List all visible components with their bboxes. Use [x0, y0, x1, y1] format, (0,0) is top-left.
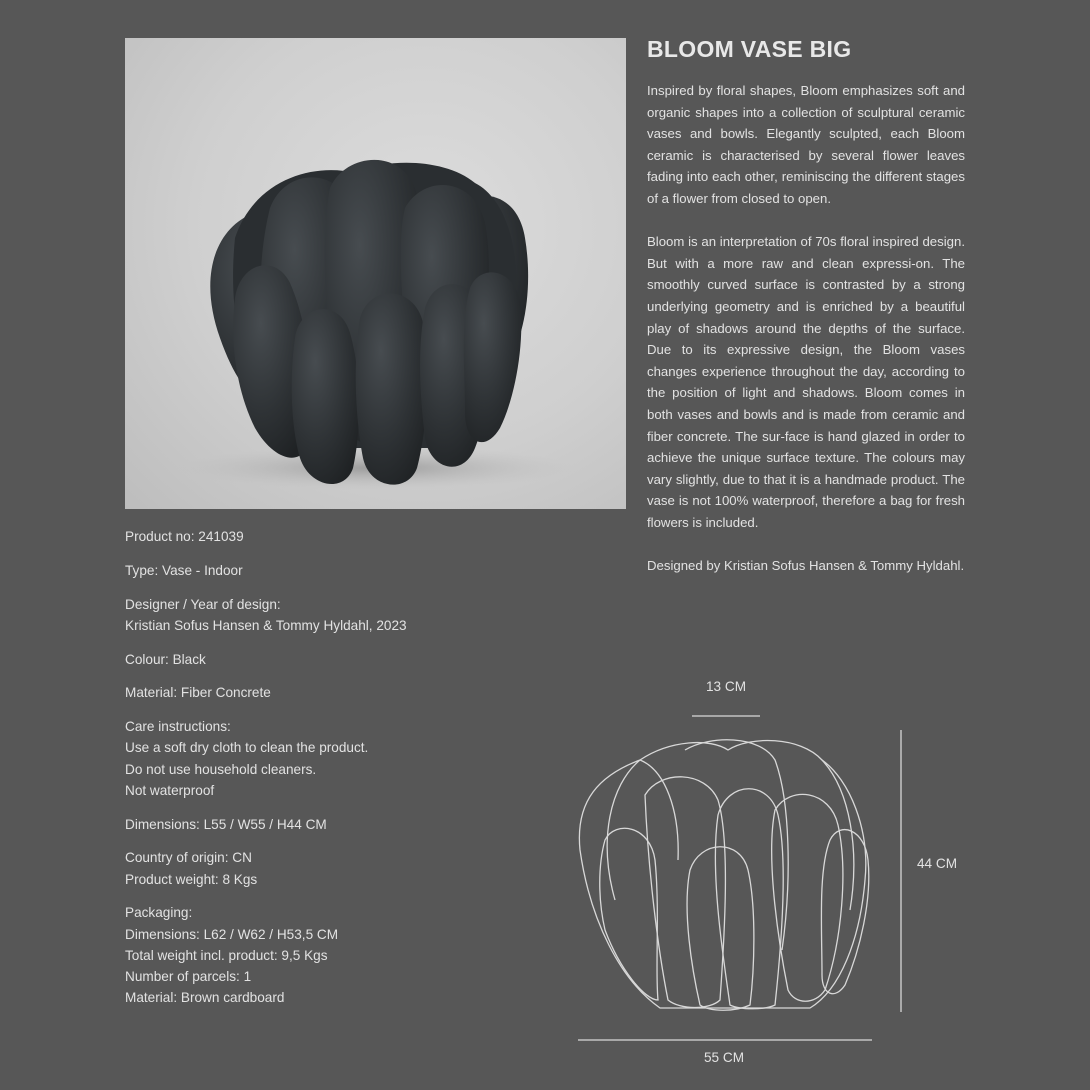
product-description	[647, 80, 965, 598]
packaging-material: Material: Brown cardboard	[125, 990, 285, 1006]
product-specs	[125, 526, 545, 1021]
spec-type	[125, 560, 545, 581]
product-photo	[125, 38, 626, 509]
product-weight: Product weight: 8 Kgs	[125, 871, 258, 887]
packaging-parcels: Number of parcels: 1	[125, 969, 252, 984]
care-line-3: Not waterproof	[125, 782, 215, 798]
dimension-width-label: 55 CM	[704, 1050, 745, 1065]
care-line-2: Do not use household cleaners.	[125, 761, 317, 777]
vase-line-drawing	[560, 700, 920, 1050]
packaging-dimensions: Dimensions: L62 / W62 / H53,5 CM	[125, 926, 339, 942]
spec-colour	[125, 649, 545, 670]
spec-dimensions	[125, 814, 545, 835]
country-of-origin: Country of origin: CN	[125, 850, 252, 866]
spec-designer	[125, 594, 545, 636]
packaging-label: Packaging:	[125, 905, 193, 921]
description-paragraph-3: Designed by Kristian Sofus Hansen & Tommy Hyldahl.	[647, 558, 965, 574]
spec-packaging	[125, 902, 545, 1008]
description-paragraph-2: Bloom is an interpretation of 70s floral inspired design. But with a more raw and clean expressi-on. The smoothly curved surface is contrasted by a strong underlying geometry and is enriched by a beautiful play of shadows around the depths of the surface. Due to its expressive design, the Bloom vases changes experience throughout the day, according to the position of light and shadows. Bloom comes in both vases and bowls and is made from ceramic and fiber concrete. The sur-face is hand glazed in order to achieve the unique surface texture. The colours may vary slightly, due to that it is a handmade product. The vase is not 100% waterproof, therefore a bag for fresh flowers is included.	[647, 234, 965, 530]
spec-care	[125, 716, 545, 801]
dimension-top-label: 13 CM	[706, 679, 747, 694]
spec-product-no	[125, 526, 545, 547]
product-number: Product no: 241039	[125, 529, 244, 544]
care-label: Care instructions:	[125, 719, 231, 735]
spec-origin-weight	[125, 847, 545, 889]
colour-value: Colour: Black	[125, 651, 206, 667]
material-value: Material: Fiber Concrete	[125, 685, 271, 701]
vase-illustration	[125, 38, 626, 509]
spec-material	[125, 682, 545, 703]
product-title: BLOOM VASE BIG	[647, 36, 852, 62]
product-type: Type: Vase - Indoor	[125, 562, 243, 578]
packaging-weight: Total weight incl. product: 9,5 Kgs	[125, 947, 328, 963]
designer-label: Designer / Year of design:	[125, 596, 281, 612]
care-line-1: Use a soft dry cloth to clean the product.	[125, 740, 369, 756]
dimension-height-label: 44 CM	[917, 856, 958, 871]
dimensions-value: Dimensions: L55 / W55 / H44 CM	[125, 816, 327, 832]
designer-value: Kristian Sofus Hansen & Tommy Hyldahl, 2023	[125, 617, 407, 633]
description-paragraph-1: Inspired by floral shapes, Bloom emphasizes soft and organic shapes into a collection of sculptural ceramic vases and bowls. Elegantly sculpted, each Bloom ceramic is characterised by several flower leaves fading into each other, reminiscing the different stages of a flower from closed to open.	[647, 83, 965, 206]
